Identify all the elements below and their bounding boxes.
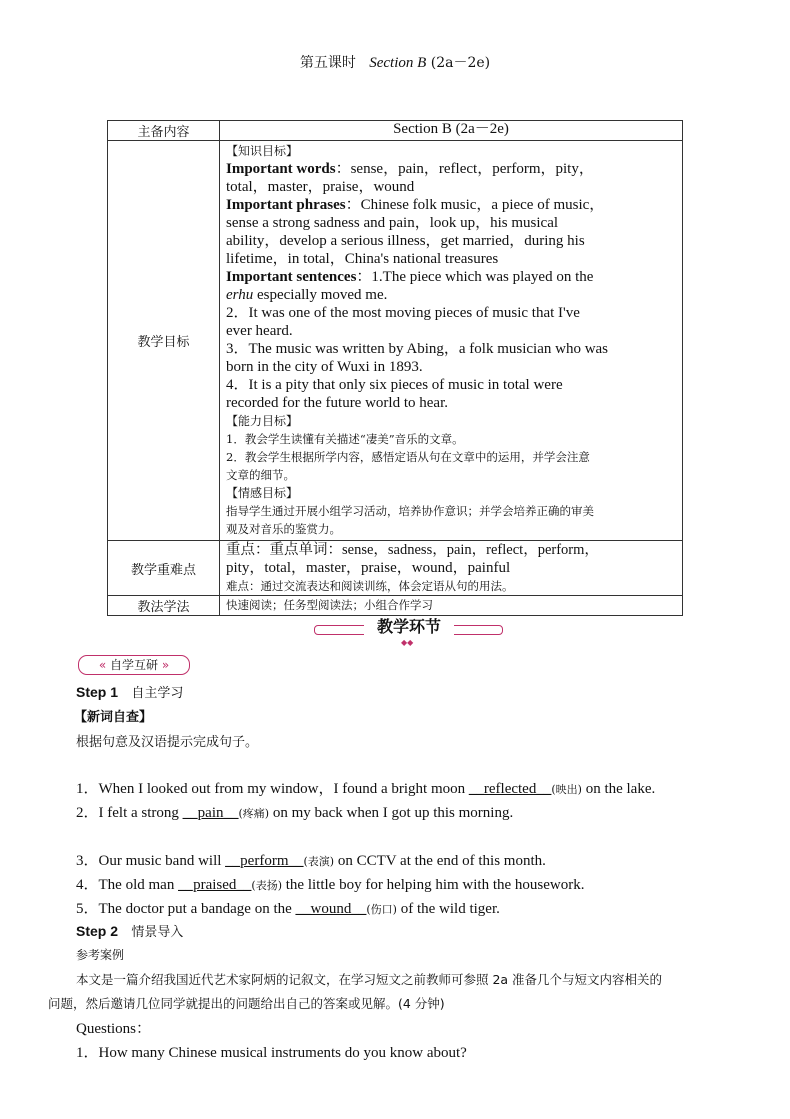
sentence-3-b: born in the city of Wuxi in 1893. <box>226 359 423 375</box>
item-hint: (伤口) <box>366 903 397 916</box>
step2-heading <box>76 921 183 940</box>
section-banner <box>314 616 503 647</box>
sentence-3-a: 3．The music was written by Abing，a folk musician who was <box>226 341 609 357</box>
table-row <box>108 141 683 541</box>
list-item <box>76 777 655 798</box>
item-text: I felt a strong <box>98 805 183 821</box>
emotion-b: 观及对音乐的鉴赏力。 <box>226 522 341 536</box>
sentences-line-1 <box>226 268 676 286</box>
item-hint: (表扬) <box>251 879 283 892</box>
list-item <box>76 801 513 822</box>
item-text: When I looked out from my window，I found a bright moon <box>98 781 469 797</box>
sentences-label: Important sentences <box>226 269 357 285</box>
reference-case: 参考案例 <box>76 948 125 962</box>
questions-label: Questions： <box>76 1021 152 1037</box>
item-answer: __reflected__ <box>468 781 552 797</box>
phrases-line-4: lifetime，in total，China's national treasures <box>226 251 499 267</box>
item-text: on the lake. <box>581 781 656 797</box>
diamond-ornament-icon: ◆◆ <box>401 638 414 647</box>
phrases-text: ：Chinese folk music，a piece of music， <box>345 197 605 213</box>
section-pill <box>78 655 190 675</box>
sentence-4-b: recorded for the future world to hear. <box>226 395 448 411</box>
step2-label: Step 2 <box>76 923 119 939</box>
item-number: 2． <box>76 805 99 821</box>
table-row <box>108 541 683 596</box>
item-answer: __pain__ <box>182 805 239 821</box>
title-en: Section B <box>369 55 427 71</box>
new-words-heading: 【新词自查】 <box>74 710 153 725</box>
step1-title: 自主学习 <box>131 686 184 701</box>
item-number: 1． <box>76 781 99 797</box>
sentence-2-b: ever heard. <box>226 323 293 339</box>
list-item <box>76 873 584 894</box>
phrases-line-1 <box>226 196 676 214</box>
header-value: Section B (2a－2e) <box>220 121 683 141</box>
lesson-title <box>0 52 790 72</box>
key-1: 重点：重点单词：sense，sadness，pain，reflect，perform， <box>226 542 599 558</box>
section-pill-label: 自学互研 <box>109 658 158 672</box>
instruction: 根据句意及汉语提示完成句子。 <box>76 735 259 750</box>
item-text: on my back when I got up this morning. <box>269 805 514 821</box>
step1-heading <box>76 682 183 701</box>
item-hint: (表演) <box>303 855 335 868</box>
step1-label: Step 1 <box>76 684 119 700</box>
table-row <box>108 121 683 141</box>
ability-1: 1．教会学生读懂有关描述“凄美”音乐的文章。 <box>226 432 464 446</box>
item-text: The doctor put a bandage on the <box>98 901 296 917</box>
method-label: 教法学法 <box>108 596 220 616</box>
item-hint: (映出) <box>551 783 582 796</box>
sentence-1-b: especially moved me. <box>253 287 388 303</box>
item-hint: (疼痛) <box>238 807 270 820</box>
words-text: ：sense，pain，reflect，perform，pity， <box>335 161 594 177</box>
method-value: 快速阅读；任务型阅读法；小组合作学习 <box>220 596 683 616</box>
item-number: 4． <box>76 877 99 893</box>
phrases-line-3: ability，develop a serious illness，get married，during his <box>226 233 585 249</box>
double-arrow-right-icon: » <box>161 658 170 672</box>
knowledge-title: 【知识目标】 <box>226 144 299 158</box>
sentence-4-a: 4．It is a pity that only six pieces of music in total were <box>226 377 563 393</box>
item-number: 1． <box>76 1045 99 1061</box>
words-label: Important words <box>226 161 336 177</box>
key-label: 教学重难点 <box>108 541 220 596</box>
title-cn: 第五课时 <box>299 55 356 71</box>
ability-title: 【能力目标】 <box>226 414 299 428</box>
phrases-line-2: sense a strong sadness and pain，look up，his musical <box>226 215 559 231</box>
double-arrow-left-icon: « <box>98 658 107 672</box>
key-cell <box>220 541 683 596</box>
table-row <box>108 596 683 616</box>
list-item <box>76 1041 467 1062</box>
item-answer: __wound__ <box>295 901 367 917</box>
ability-2a: 2．教会学生根据所学内容，感悟定语从句在文章中的运用，并学会注意 <box>226 450 590 464</box>
goals-label: 教学目标 <box>108 141 220 541</box>
key-2: pity，total，master，praise，wound，painful <box>226 560 511 576</box>
words-line-1 <box>226 160 676 178</box>
sentences-line-2 <box>226 286 676 304</box>
item-number: 5． <box>76 901 99 917</box>
step2-title: 情景导入 <box>131 925 184 940</box>
item-answer: __perform__ <box>225 853 304 869</box>
phrases-label: Important phrases <box>226 197 346 213</box>
lesson-plan-table <box>107 120 683 616</box>
banner-text: 教学环节 <box>364 616 454 638</box>
item-text: the little boy for helping him with the housework. <box>282 877 585 893</box>
ability-2b: 文章的细节。 <box>226 468 295 482</box>
list-item <box>76 849 546 870</box>
erhu-word: erhu <box>226 287 254 303</box>
emotion-a: 指导学生通过开展小组学习活动，培养协作意识；并学会培养正确的审美 <box>226 504 594 518</box>
item-text: of the wild tiger. <box>396 901 500 917</box>
item-number: 3． <box>76 853 99 869</box>
title-range: (2a－2e) <box>430 55 491 71</box>
emotion-title: 【情感目标】 <box>226 486 299 500</box>
sentence-2-a: 2．It was one of the most moving pieces of music that I've <box>226 305 580 321</box>
item-text: Our music band will <box>98 853 226 869</box>
item-text: on CCTV at the end of this month. <box>334 853 546 869</box>
key-3: 难点：通过交流表达和阅读训练，体会定语从句的用法。 <box>226 579 514 593</box>
item-text: The old man <box>98 877 179 893</box>
list-item <box>76 897 500 918</box>
sentence-1-a: ：1.The piece which was played on the <box>356 269 594 285</box>
paragraph-line-2: 问题，然后邀请几位同学就提出的问题给出自己的答案或见解。(4 分钟) <box>48 996 445 1011</box>
header-label: 主备内容 <box>108 121 220 141</box>
paragraph-line-1: 本文是一篇介绍我国近代艺术家阿炳的记叙文，在学习短文之前教师可参照 2a 准备几个与短文内容相关的 <box>76 972 663 987</box>
goals-cell <box>220 141 683 541</box>
question-text: How many Chinese musical instruments do you know about? <box>98 1045 467 1061</box>
item-answer: __praised__ <box>178 877 252 893</box>
words-line-2: total，master，praise，wound <box>226 179 415 195</box>
